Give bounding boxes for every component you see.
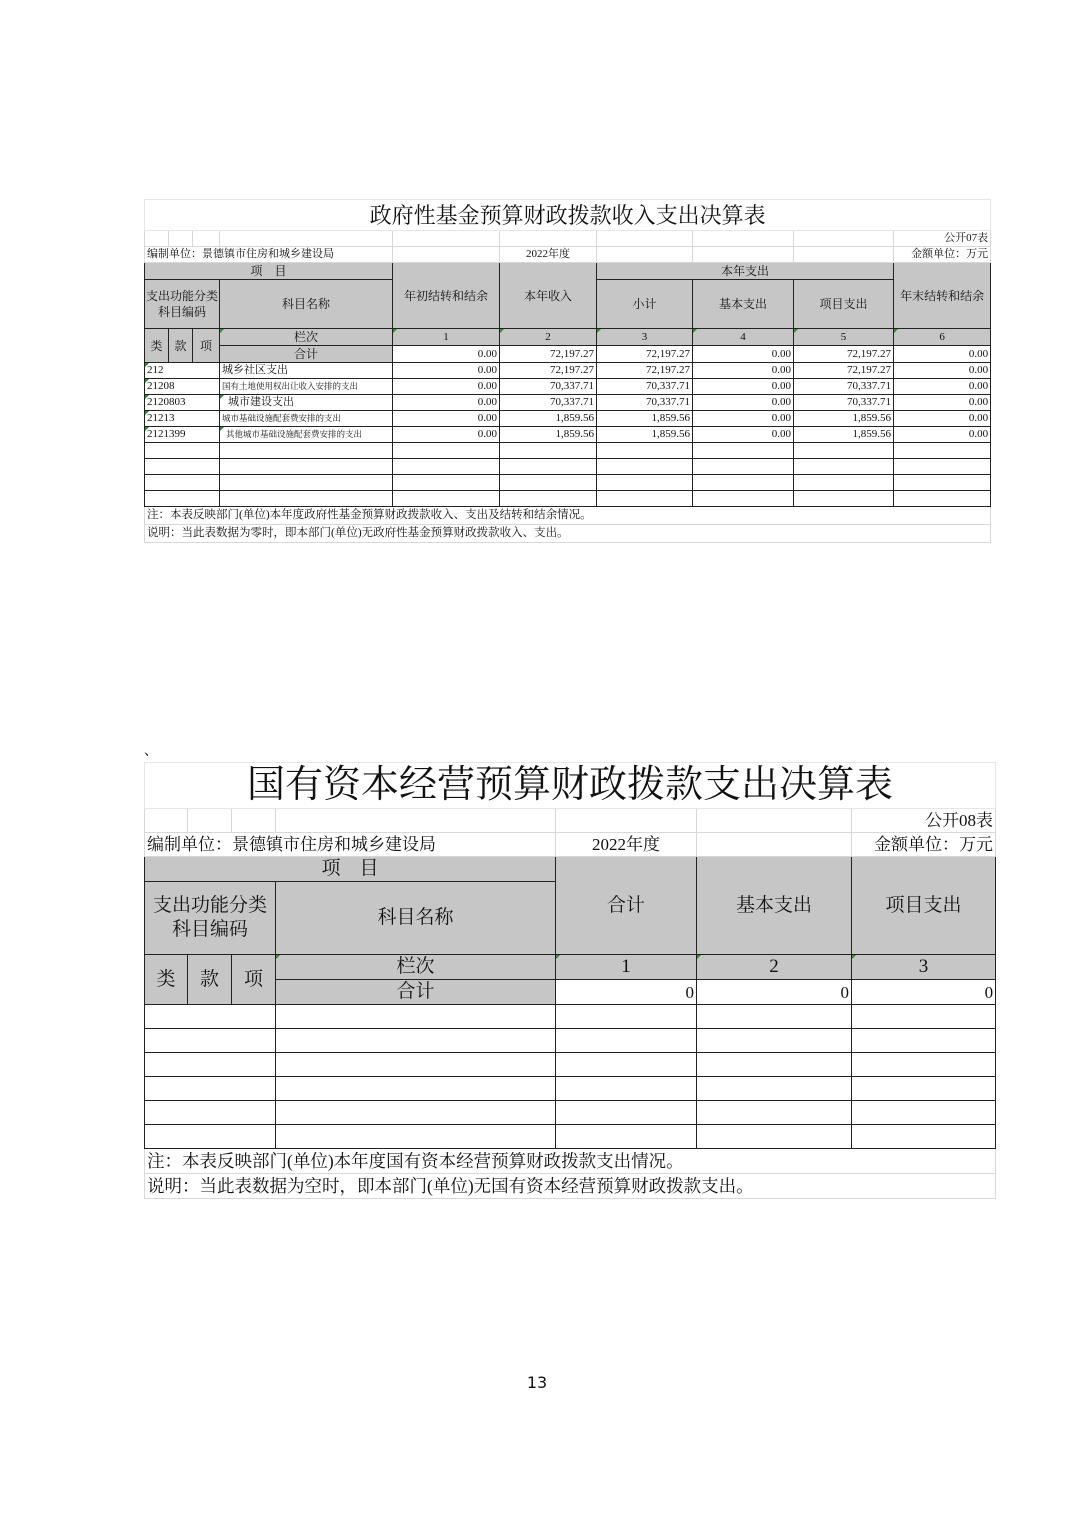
table1-note: 注：本表反映部门(单位)本年度政府性基金预算财政拨款收入、支出及结转和结余情况。 [145,507,991,525]
col-num: 2 [697,955,852,980]
empty-row [145,1029,996,1053]
row-cell: 0.00 [693,427,794,443]
row-cell: 0.00 [393,363,500,379]
col-num: 1 [393,329,500,346]
total-cell: 72,197.27 [597,346,693,363]
total-label: 合计 [276,980,556,1005]
row-cell: 1,859.56 [500,427,597,443]
col-num: 4 [693,329,794,346]
row-cell: 72,197.27 [500,363,597,379]
header-code: 支出功能分类科目编码 [145,280,220,329]
row-cell: 0.00 [693,395,794,411]
total-cell: 0.00 [894,346,991,363]
table2-unit-label: 编制单位：景德镇市住房和城乡建设局 [145,833,556,857]
total-cell: 72,197.27 [794,346,894,363]
row-cell: 0.00 [894,363,991,379]
row-cell: 0.00 [393,427,500,443]
row-code: 212 [145,363,220,379]
header-column-order: 栏次 [220,329,393,346]
empty-row [145,475,991,491]
header-lei: 类 [145,329,169,363]
row-cell: 1,859.56 [500,411,597,427]
row-cell: 1,859.56 [794,427,894,443]
row-name: 城市基础设施配套费安排的支出 [220,411,393,427]
table-row [145,427,991,443]
empty-row [145,1125,996,1149]
header-kuan: 款 [188,955,232,1005]
state-capital-table [144,762,996,1199]
row-code: 21208 [145,379,220,395]
header-kuan: 款 [169,329,193,363]
total-cell: 0 [697,980,852,1005]
header-name: 科目名称 [276,882,556,955]
total-cell: 0.00 [693,346,794,363]
header-item: 项 目 [145,263,393,280]
col-num: 3 [597,329,693,346]
row-code: 2121399 [145,427,220,443]
row-cell: 1,859.56 [597,411,693,427]
table-row [145,363,991,379]
row-cell: 70,337.71 [794,379,894,395]
row-cell: 0.00 [693,363,794,379]
header-subtotal: 小计 [597,280,693,329]
empty-row [145,1005,996,1029]
row-cell: 1,859.56 [597,427,693,443]
col-num: 2 [500,329,597,346]
table-row [145,395,991,411]
empty-row [145,491,991,507]
row-name: 城市建设支出 [220,395,393,411]
total-cell: 0 [556,980,697,1005]
row-cell: 72,197.27 [597,363,693,379]
table1-year: 2022年度 [500,247,597,263]
header-name: 科目名称 [220,280,393,329]
header-total: 合计 [556,857,697,955]
total-cell: 72,197.27 [500,346,597,363]
table1-unit-label: 编制单位：景德镇市住房和城乡建设局 [145,247,393,263]
row-cell: 0.00 [393,411,500,427]
header-basic: 基本支出 [697,857,852,955]
table2-title: 国有资本经营预算财政拨款支出决算表 [145,763,996,809]
table1-title: 政府性基金预算财政拨款收入支出决算表 [145,200,991,231]
row-name: 城乡社区支出 [220,363,393,379]
table2-note: 注：本表反映部门(单位)本年度国有资本经营预算财政拨款支出情况。 [145,1149,996,1174]
table1-form-no: 公开07表 [894,231,991,247]
row-code: 2120803 [145,395,220,411]
header-lei: 类 [145,955,188,1005]
row-cell: 70,337.71 [597,395,693,411]
total-label: 合计 [220,346,393,363]
empty-row [145,443,991,459]
row-cell: 0.00 [894,411,991,427]
row-cell: 0.00 [693,411,794,427]
header-code: 支出功能分类科目编码 [145,882,276,955]
row-name: 国有土地使用权出让收入安排的支出 [220,379,393,395]
government-fund-table [144,199,991,543]
empty-row [145,1077,996,1101]
row-cell: 70,337.71 [597,379,693,395]
table2-year: 2022年度 [556,833,697,857]
table1-amount-unit: 金额单位：万元 [894,247,991,263]
total-cell: 0 [852,980,996,1005]
table2-explain: 说明：当此表数据为空时，即本部门(单位)无国有资本经营预算财政拨款支出。 [145,1174,996,1199]
col-num: 1 [556,955,697,980]
empty-row [145,459,991,475]
row-cell: 0.00 [894,395,991,411]
col-num: 5 [794,329,894,346]
row-cell: 70,337.71 [500,379,597,395]
header-expense-group: 本年支出 [597,263,894,280]
header-project: 项目支出 [794,280,894,329]
table2-form-no: 公开08表 [852,809,996,833]
table-row [145,379,991,395]
header-project: 项目支出 [852,857,996,955]
row-cell: 0.00 [393,395,500,411]
row-name: 其他城市基础设施配套费安排的支出 [220,427,393,443]
col-num: 6 [894,329,991,346]
empty-row [145,1053,996,1077]
header-closing-balance: 年末结转和结余 [894,263,991,329]
row-cell: 0.00 [894,427,991,443]
row-cell: 0.00 [693,379,794,395]
col-num: 3 [852,955,996,980]
row-cell: 0.00 [894,379,991,395]
header-item: 项 目 [145,857,556,882]
row-cell: 70,337.71 [794,395,894,411]
row-code: 21213 [145,411,220,427]
table1-explain: 说明：当此表数据为零时，即本部门(单位)无政府性基金预算财政拨款收入、支出。 [145,525,991,543]
punctuation-mark: 、 [144,744,158,759]
header-xiang: 项 [193,329,220,363]
total-cell: 0.00 [393,346,500,363]
header-income: 本年收入 [500,263,597,329]
header-column-order: 栏次 [276,955,556,980]
page-number: 13 [526,1373,548,1392]
header-xiang: 项 [232,955,276,1005]
row-cell: 72,197.27 [794,363,894,379]
header-opening-balance: 年初结转和结余 [393,263,500,329]
row-cell: 70,337.71 [500,395,597,411]
row-cell: 0.00 [393,379,500,395]
row-cell: 1,859.56 [794,411,894,427]
total-row [145,346,991,363]
table2-amount-unit: 金额单位：万元 [852,833,996,857]
header-basic: 基本支出 [693,280,794,329]
empty-row [145,1101,996,1125]
table-row [145,411,991,427]
